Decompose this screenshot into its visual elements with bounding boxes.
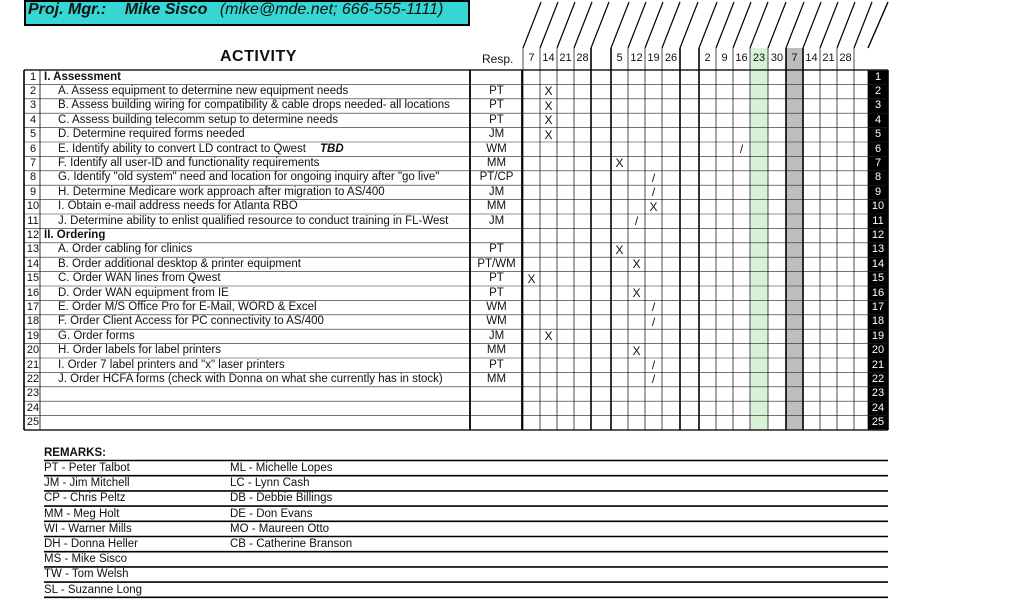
activity-text: F. Identify all user-ID and functionality requirements: [58, 156, 320, 169]
row-number: 17: [26, 300, 40, 313]
date-header: 14: [805, 52, 818, 64]
date-header-slant: [574, 2, 592, 48]
row-number: 2: [29, 84, 37, 97]
row-number: 11: [27, 214, 39, 227]
activity-text: G. Order forms: [58, 329, 135, 342]
date-header-slant: [645, 2, 663, 48]
activity-text: C. Order WAN lines from Qwest: [58, 272, 221, 285]
row-number: 10: [26, 200, 40, 213]
row-number: 14: [26, 257, 40, 270]
row-number: 3: [29, 99, 37, 112]
date-header-slant: [716, 2, 734, 48]
row-number: 1: [29, 70, 37, 83]
pm-name: Mike Sisco: [124, 1, 208, 18]
schedule-mark-slash: /: [651, 358, 656, 372]
activity-label: [58, 186, 385, 198]
row-number: 19: [26, 329, 40, 342]
schedule-mark-x: X: [615, 156, 624, 171]
date-header-slant: [768, 2, 786, 48]
activity-text: II. Ordering: [44, 228, 106, 241]
date-header: 7: [528, 52, 535, 64]
schedule-mark-slash: /: [651, 300, 656, 315]
activity-label: [58, 287, 229, 299]
row-number: 7: [29, 156, 37, 169]
activity-label: [58, 330, 135, 342]
activity-text: H. Determine Medicare work approach after migration to AS/400: [58, 185, 385, 198]
row-number: 22: [26, 372, 40, 385]
date-header-slant: [523, 2, 541, 48]
responsible-person: MM: [486, 156, 507, 169]
section-heading: [44, 71, 121, 83]
activity-text: I. Obtain e-mail address needs for Atlanta RBO: [58, 200, 298, 213]
row-number-right: 10: [871, 200, 885, 213]
schedule-mark-x: X: [527, 271, 536, 286]
activity-text: E. Identify ability to convert LD contract to Qwest: [58, 142, 306, 155]
activity-label: [58, 301, 317, 313]
activity-text: F. Order Client Access for PC connectivity to AS/400: [58, 315, 324, 328]
row-number-right: 18: [871, 315, 885, 328]
activity-text: D. Order WAN equipment from IE: [58, 286, 229, 299]
responsible-person: MM: [486, 200, 507, 213]
date-header: 19: [647, 52, 660, 64]
date-header: 21: [822, 52, 835, 64]
row-number: 9: [29, 185, 37, 198]
remark-entry: ML - Michelle Lopes: [230, 462, 333, 474]
date-header: 23: [752, 52, 766, 64]
resp-header: Resp.: [482, 52, 514, 66]
responsible-person: PT: [489, 358, 504, 371]
schedule-mark-slash: /: [651, 170, 656, 185]
remark-entry: MS - Mike Sisco: [44, 553, 128, 566]
schedule-mark-slash: /: [739, 142, 744, 156]
date-header: 12: [630, 52, 643, 64]
row-number: 20: [26, 344, 40, 357]
highlight-column-green: [750, 48, 768, 430]
date-header: 14: [542, 52, 555, 64]
remark-entry: CB - Catherine Branson: [230, 538, 353, 550]
responsible-person: PT: [489, 286, 504, 299]
activity-label: [58, 258, 301, 270]
row-number-right: 5: [874, 128, 882, 141]
row-number: 23: [26, 387, 40, 400]
schedule-mark-x: X: [632, 257, 641, 272]
row-number: 5: [29, 128, 37, 141]
date-header: 5: [616, 52, 623, 64]
schedule-mark-x: X: [544, 98, 553, 113]
row-number-right: 2: [874, 84, 882, 97]
row-number: 16: [26, 286, 40, 299]
responsible-person: JM: [488, 185, 505, 198]
activity-label: [58, 215, 448, 227]
date-header-slant: [803, 2, 821, 48]
row-number: 15: [26, 272, 40, 285]
row-number-right: 1: [874, 70, 882, 83]
activity-text: A. Assess equipment to determine new equipment needs: [58, 84, 349, 97]
row-number-right: 12: [871, 228, 885, 241]
date-header-slant: [750, 2, 768, 48]
row-number: 6: [29, 142, 37, 155]
date-header-slant: [662, 2, 680, 48]
responsible-person: PT: [489, 113, 504, 126]
remark-entry: CP - Chris Peltz: [44, 492, 126, 505]
activity-title: ACTIVITY: [220, 48, 297, 65]
date-header-slant: [540, 2, 558, 48]
activity-text: H. Order labels for label printers: [58, 344, 221, 357]
row-number-right: 8: [874, 171, 882, 184]
activity-text: B. Order additional desktop & printer equipment: [58, 257, 301, 270]
date-header-slant: [733, 2, 751, 48]
section-heading: [44, 229, 105, 241]
activity-label: [58, 128, 245, 140]
schedule-mark-x: X: [544, 113, 553, 128]
activity-text: B. Assess building wiring for compatibility & cable drops needed- all locations: [58, 99, 450, 112]
date-header-slant: [699, 2, 717, 48]
row-number-right: 24: [871, 401, 885, 414]
schedule-mark-x: X: [632, 343, 641, 358]
responsible-person: PT: [489, 243, 504, 256]
activity-label: [58, 272, 221, 284]
row-number: 24: [26, 401, 40, 414]
activity-label: [58, 99, 450, 111]
activity-text: J. Order HCFA forms (check with Donna on what she currently has in stock): [58, 372, 443, 385]
row-number-right: 15: [871, 272, 885, 285]
remark-entry: DB - Debbie Billings: [230, 492, 333, 505]
date-header: 16: [735, 52, 748, 64]
schedule-mark-slash: /: [634, 214, 639, 228]
row-number-right: 6: [874, 142, 882, 155]
date-header: 2: [704, 52, 711, 64]
activity-label: [58, 200, 298, 212]
responsible-person: PT: [489, 99, 504, 112]
responsible-person: PT: [489, 84, 504, 97]
remark-entry: WI - Warner Mills: [44, 522, 132, 535]
responsible-person: PT/CP: [479, 171, 514, 184]
responsible-person: JM: [488, 128, 505, 141]
date-header: 28: [576, 52, 589, 64]
responsible-person: PT/WM: [477, 257, 516, 270]
activity-text: C. Assess building telecomm setup to determine needs: [58, 113, 338, 126]
responsible-person: JM: [488, 329, 505, 342]
activity-text: D. Determine required forms needed: [58, 128, 245, 141]
row-number-right: 16: [871, 286, 885, 299]
date-header: 21: [559, 52, 572, 64]
date-header-slant: [591, 2, 609, 48]
row-number-right: 19: [871, 329, 885, 342]
date-header-slant: [854, 2, 872, 48]
activity-text: I. Order 7 label printers and "x" laser printers: [58, 358, 285, 371]
row-number-right: 7: [874, 156, 882, 169]
date-header: 9: [721, 52, 728, 64]
schedule-mark-x: X: [544, 84, 553, 99]
date-header-slant: [611, 2, 629, 48]
date-header-slant: [786, 2, 804, 48]
remark-entry: JM - Jim Mitchell: [44, 477, 130, 490]
remark-entry: PT - Peter Talbot: [44, 462, 130, 474]
schedule-mark-x: X: [649, 199, 658, 214]
row-number-right: 22: [871, 372, 885, 385]
row-number: 8: [29, 171, 37, 184]
row-number-right: 14: [871, 257, 885, 270]
activity-text: I. Assessment: [44, 70, 121, 83]
date-header-slant: [820, 2, 838, 48]
schedule-mark-x: X: [544, 127, 553, 142]
row-number: 13: [26, 243, 40, 256]
remark-entry: DE - Don Evans: [230, 507, 313, 520]
row-number-right: 20: [871, 344, 885, 357]
row-number-right: 4: [874, 113, 882, 126]
responsible-person: WM: [486, 315, 507, 328]
activity-text: J. Determine ability to enlist qualified resource to conduct training in FL-West: [58, 214, 449, 227]
row-number-right: 9: [874, 185, 882, 198]
schedule-mark-x: X: [632, 286, 641, 300]
row-number-right: 21: [871, 358, 885, 371]
responsible-person: WM: [486, 142, 507, 155]
row-number: 18: [26, 315, 40, 328]
date-header: 26: [664, 52, 678, 64]
row-number-right: 23: [871, 387, 885, 400]
row-number: 25: [26, 416, 40, 429]
activity-text: A. Order cabling for clinics: [58, 243, 193, 256]
responsible-person: PT: [489, 272, 504, 285]
activity-label: [58, 143, 344, 155]
activity-label: [58, 359, 285, 371]
schedule-mark-x: X: [615, 242, 624, 257]
activity-label: [58, 373, 443, 385]
date-header-slant: [837, 2, 855, 48]
remark-entry: TW - Tom Welsh: [44, 568, 129, 581]
activity-text: E. Order M/S Office Pro for E-Mail, WORD & Excel: [58, 300, 317, 313]
schedule-mark-slash: /: [651, 314, 656, 329]
date-header: 30: [770, 52, 784, 64]
date-header-slant: [557, 2, 575, 48]
pm-contact: (mike@mde.net; 666-555-1111): [219, 1, 444, 18]
date-header-slant: [628, 2, 646, 48]
row-number-right: 17: [871, 300, 885, 313]
activity-label: [58, 171, 439, 183]
activity-label: [58, 344, 221, 356]
responsible-person: MM: [486, 372, 507, 385]
row-number: 4: [29, 113, 37, 126]
remark-entry: MM - Meg Holt: [44, 507, 120, 520]
schedule-mark-slash: /: [651, 185, 656, 200]
remark-entry: SL - Suzanne Long: [44, 583, 143, 596]
responsible-person: JM: [488, 214, 505, 227]
activity-label: [58, 157, 319, 169]
date-header-slant: [680, 2, 698, 48]
row-number-right: 11: [872, 214, 884, 227]
row-number-right: 13: [871, 243, 885, 256]
remark-entry: LC - Lynn Cash: [230, 477, 310, 490]
activity-label: [58, 315, 324, 327]
tbd-note: TBD: [320, 142, 344, 155]
row-number: 12: [26, 228, 40, 241]
date-header: 28: [839, 52, 852, 64]
pm-label: Proj. Mgr.:: [28, 1, 107, 18]
responsible-person: WM: [486, 300, 507, 313]
activity-label: [58, 85, 348, 97]
row-number-right: 3: [874, 99, 882, 112]
date-header: 7: [791, 52, 798, 64]
row-number: 21: [26, 358, 40, 371]
responsible-person: MM: [486, 344, 507, 357]
remark-entry: DH - Donna Heller: [44, 538, 138, 550]
activity-text: G. Identify "old system" need and location for ongoing inquiry after "go live": [58, 171, 440, 184]
highlight-column-gray: [786, 48, 803, 430]
activity-label: [58, 243, 192, 255]
remark-entry: MO - Maureen Otto: [230, 522, 330, 535]
schedule-mark-x: X: [544, 329, 553, 344]
remarks-title: REMARKS:: [44, 447, 106, 459]
activity-label: [58, 114, 338, 126]
row-number-right: 25: [871, 416, 885, 429]
schedule-mark-slash: /: [651, 372, 656, 387]
date-header-slant: [868, 2, 888, 48]
